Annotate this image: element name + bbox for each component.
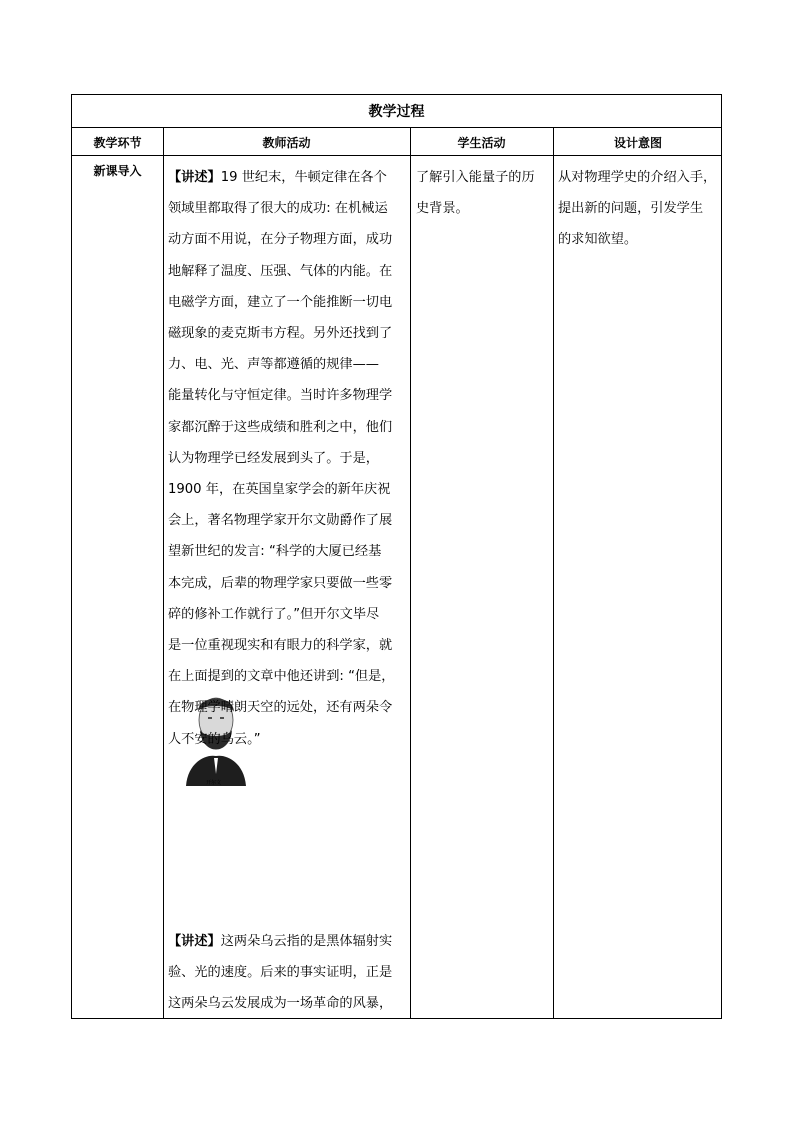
text-line: 电磁学方面，建立了一个能推断一切电	[168, 294, 393, 310]
text-line: 史背景。	[416, 201, 469, 217]
text-line: 力、电、光、声等都遵循的规律——	[168, 357, 379, 373]
teacher-text-block	[168, 162, 408, 755]
text-line: 这两朵乌云发展成为一场革命的风暴，	[168, 996, 393, 1012]
text-line: 1900 年，在英国皇家学会的新年庆祝	[168, 482, 391, 498]
column-divider	[410, 128, 411, 1018]
text-line: 会上，著名物理学家开尔文勋爵作了展	[168, 513, 393, 529]
text-line: 从对物理学史的介绍入手，	[558, 170, 717, 185]
text-line: 【讲述】19 世纪末，牛顿定律在各个	[168, 170, 387, 185]
text-line: 领域里都取得了很大的成功: 在机械运	[168, 201, 388, 217]
segment-cell: 新课导入	[93, 164, 142, 178]
table-header-row	[72, 128, 721, 156]
text-line: 望新世纪的发言: “科学的大厦已经基	[168, 544, 382, 560]
student-activity-cell	[416, 162, 551, 224]
text-line: 是一位重视现实和有眼力的科学家，就	[168, 638, 393, 654]
text-line: 能量转化与守恒定律。当时许多物理学	[168, 388, 393, 404]
text-line: 磁现象的麦克斯韦方程。另外还找到了	[168, 326, 393, 342]
text-line: 验、光的速度。后来的事实证明，正是	[168, 965, 393, 981]
text-line: 【讲述】这两朵乌云指的是黑体辐射实	[168, 934, 393, 949]
header-design-intent: 设计意图	[613, 135, 662, 150]
column-divider	[163, 128, 164, 1018]
portrait-caption: 开尔文	[206, 780, 222, 786]
text-line: 本完成，后辈的物理学家只要做一些零	[168, 575, 393, 591]
header-teaching-segment: 教学环节	[93, 135, 142, 150]
text-line: 认为物理学已经发展到头了。于是，	[168, 450, 379, 466]
design-intent-cell	[558, 162, 724, 256]
text-line: 提出新的问题，引发学生	[558, 201, 704, 217]
text-line: 在物理学晴朗天空的远处，还有两朵令	[168, 700, 393, 716]
teacher-text-block-2	[168, 926, 408, 1020]
header-teacher-activity: 教师活动	[262, 135, 311, 150]
text-line: 家都沉醉于这些成绩和胜利之中，他们	[168, 419, 393, 435]
table-title: 教学过程	[72, 95, 721, 128]
text-line: 在上面提到的文章中他还讲到: “但是，	[168, 669, 395, 685]
column-divider	[553, 128, 554, 1018]
text-line: 地解释了温度、压强、气体的内能。在	[168, 263, 393, 279]
text-line: 了解引入能量子的历	[416, 170, 535, 185]
text-line: 动方面不用说，在分子物理方面，成功	[168, 232, 393, 248]
header-student-activity: 学生活动	[457, 135, 506, 150]
text-line: 的求知欲望。	[558, 232, 638, 248]
text-line: 碎的修补工作就行了。”但开尔文毕尽	[168, 606, 380, 622]
text-line: 人不安的乌云。”	[168, 731, 261, 747]
